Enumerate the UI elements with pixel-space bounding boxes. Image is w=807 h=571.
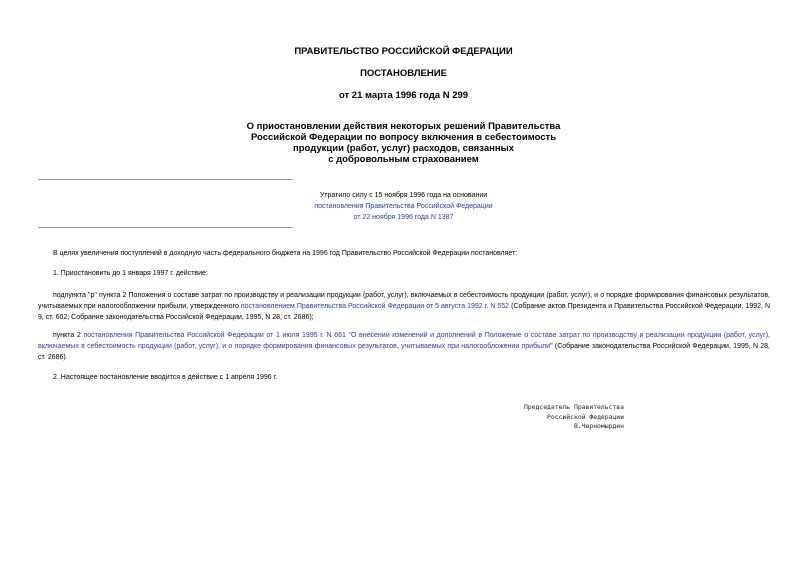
subitem-r-text: подпункта "р" пункта 2 Положения о составе затрат по производству и реализации продукции (работ, услуг), включаемых в себестоимость продукции (работ, услуг), и о порядке формирования финансовых результатов, учитываемых при налогообложении прибыли, утвержденного <box>38 292 770 310</box>
repeal-decree-date-link[interactable]: от 22 ноября 1996 года N 1387 <box>353 214 454 221</box>
subitem-r-tail: (Собрание актов Президента и Правительства Российской Федерации, 1992, N 9, ст. 602; Собрание законодательства Российской Федерации, 1995, N 28, ст. 2686); <box>38 303 771 321</box>
item-2-prefix: пункта 2 <box>53 332 84 339</box>
divider-bottom <box>38 227 293 228</box>
intro-paragraph: В целях увеличения поступлений в доходную часть федерального бюджета на 1996 год Правительство Российской Федерации постановляет: <box>53 250 518 257</box>
item-2-decree-661-paragraph <box>38 330 770 363</box>
repeal-decree-link[interactable]: постановления Правительства Российской Федерации <box>314 203 493 210</box>
document-title <box>0 121 807 165</box>
item-2-tail: " (Собрание законодательства Российской Федерации, 1995, N 28, ст. 2686). <box>38 343 771 361</box>
decree-552-link[interactable]: постановлением Правительства Российской Федерации от 5 августа 1992 г. N 552 <box>240 303 510 310</box>
subitem-r-paragraph <box>38 290 770 323</box>
decree-661-link[interactable]: постановления Правительства Российской Федерации от 1 июля 1995 г. N 661 "О внесении изменений и дополнений в Положение о составе затрат по производству и реализации продукции (работ, услуг), включаемых в себестоимость продукции (работ, услуг), и о порядке формирования финансовых результатов, учитываемых при налогообложении прибыли <box>38 332 770 350</box>
divider-top <box>38 179 293 180</box>
government-heading: ПРАВИТЕЛЬСТВО РОССИЙСКОЙ ФЕДЕРАЦИИ <box>294 46 513 57</box>
title-line: Российской Федерации по вопросу включения в себестоимость <box>250 132 557 143</box>
validity-note <box>0 190 807 223</box>
item-1-paragraph: 1. Приостановить до 1 января 1997 г. действие: <box>53 270 208 277</box>
title-line: продукции (работ, услуг) расходов, связанных <box>293 143 514 154</box>
validity-note-text: Утратило силу с 15 ноября 1996 года на основании <box>319 192 488 199</box>
item-2-paragraph: 2. Настоящее постановление вводится в действие с 1 апреля 1996 г. <box>53 374 278 381</box>
title-line: с добровольным страхованием <box>328 154 479 165</box>
document-type-heading: ПОСТАНОВЛЕНИЕ <box>360 68 447 79</box>
signature-country: Российской Федерации <box>547 412 624 421</box>
signature-title: Председатель Правительства <box>523 403 624 411</box>
signature-name: В.Черномырдин <box>573 422 624 430</box>
title-line: О приостановлении действия некоторых решений Правительства <box>246 121 561 132</box>
signature-block <box>420 403 624 432</box>
date-number-heading: от 21 марта 1996 года N 299 <box>338 90 469 101</box>
